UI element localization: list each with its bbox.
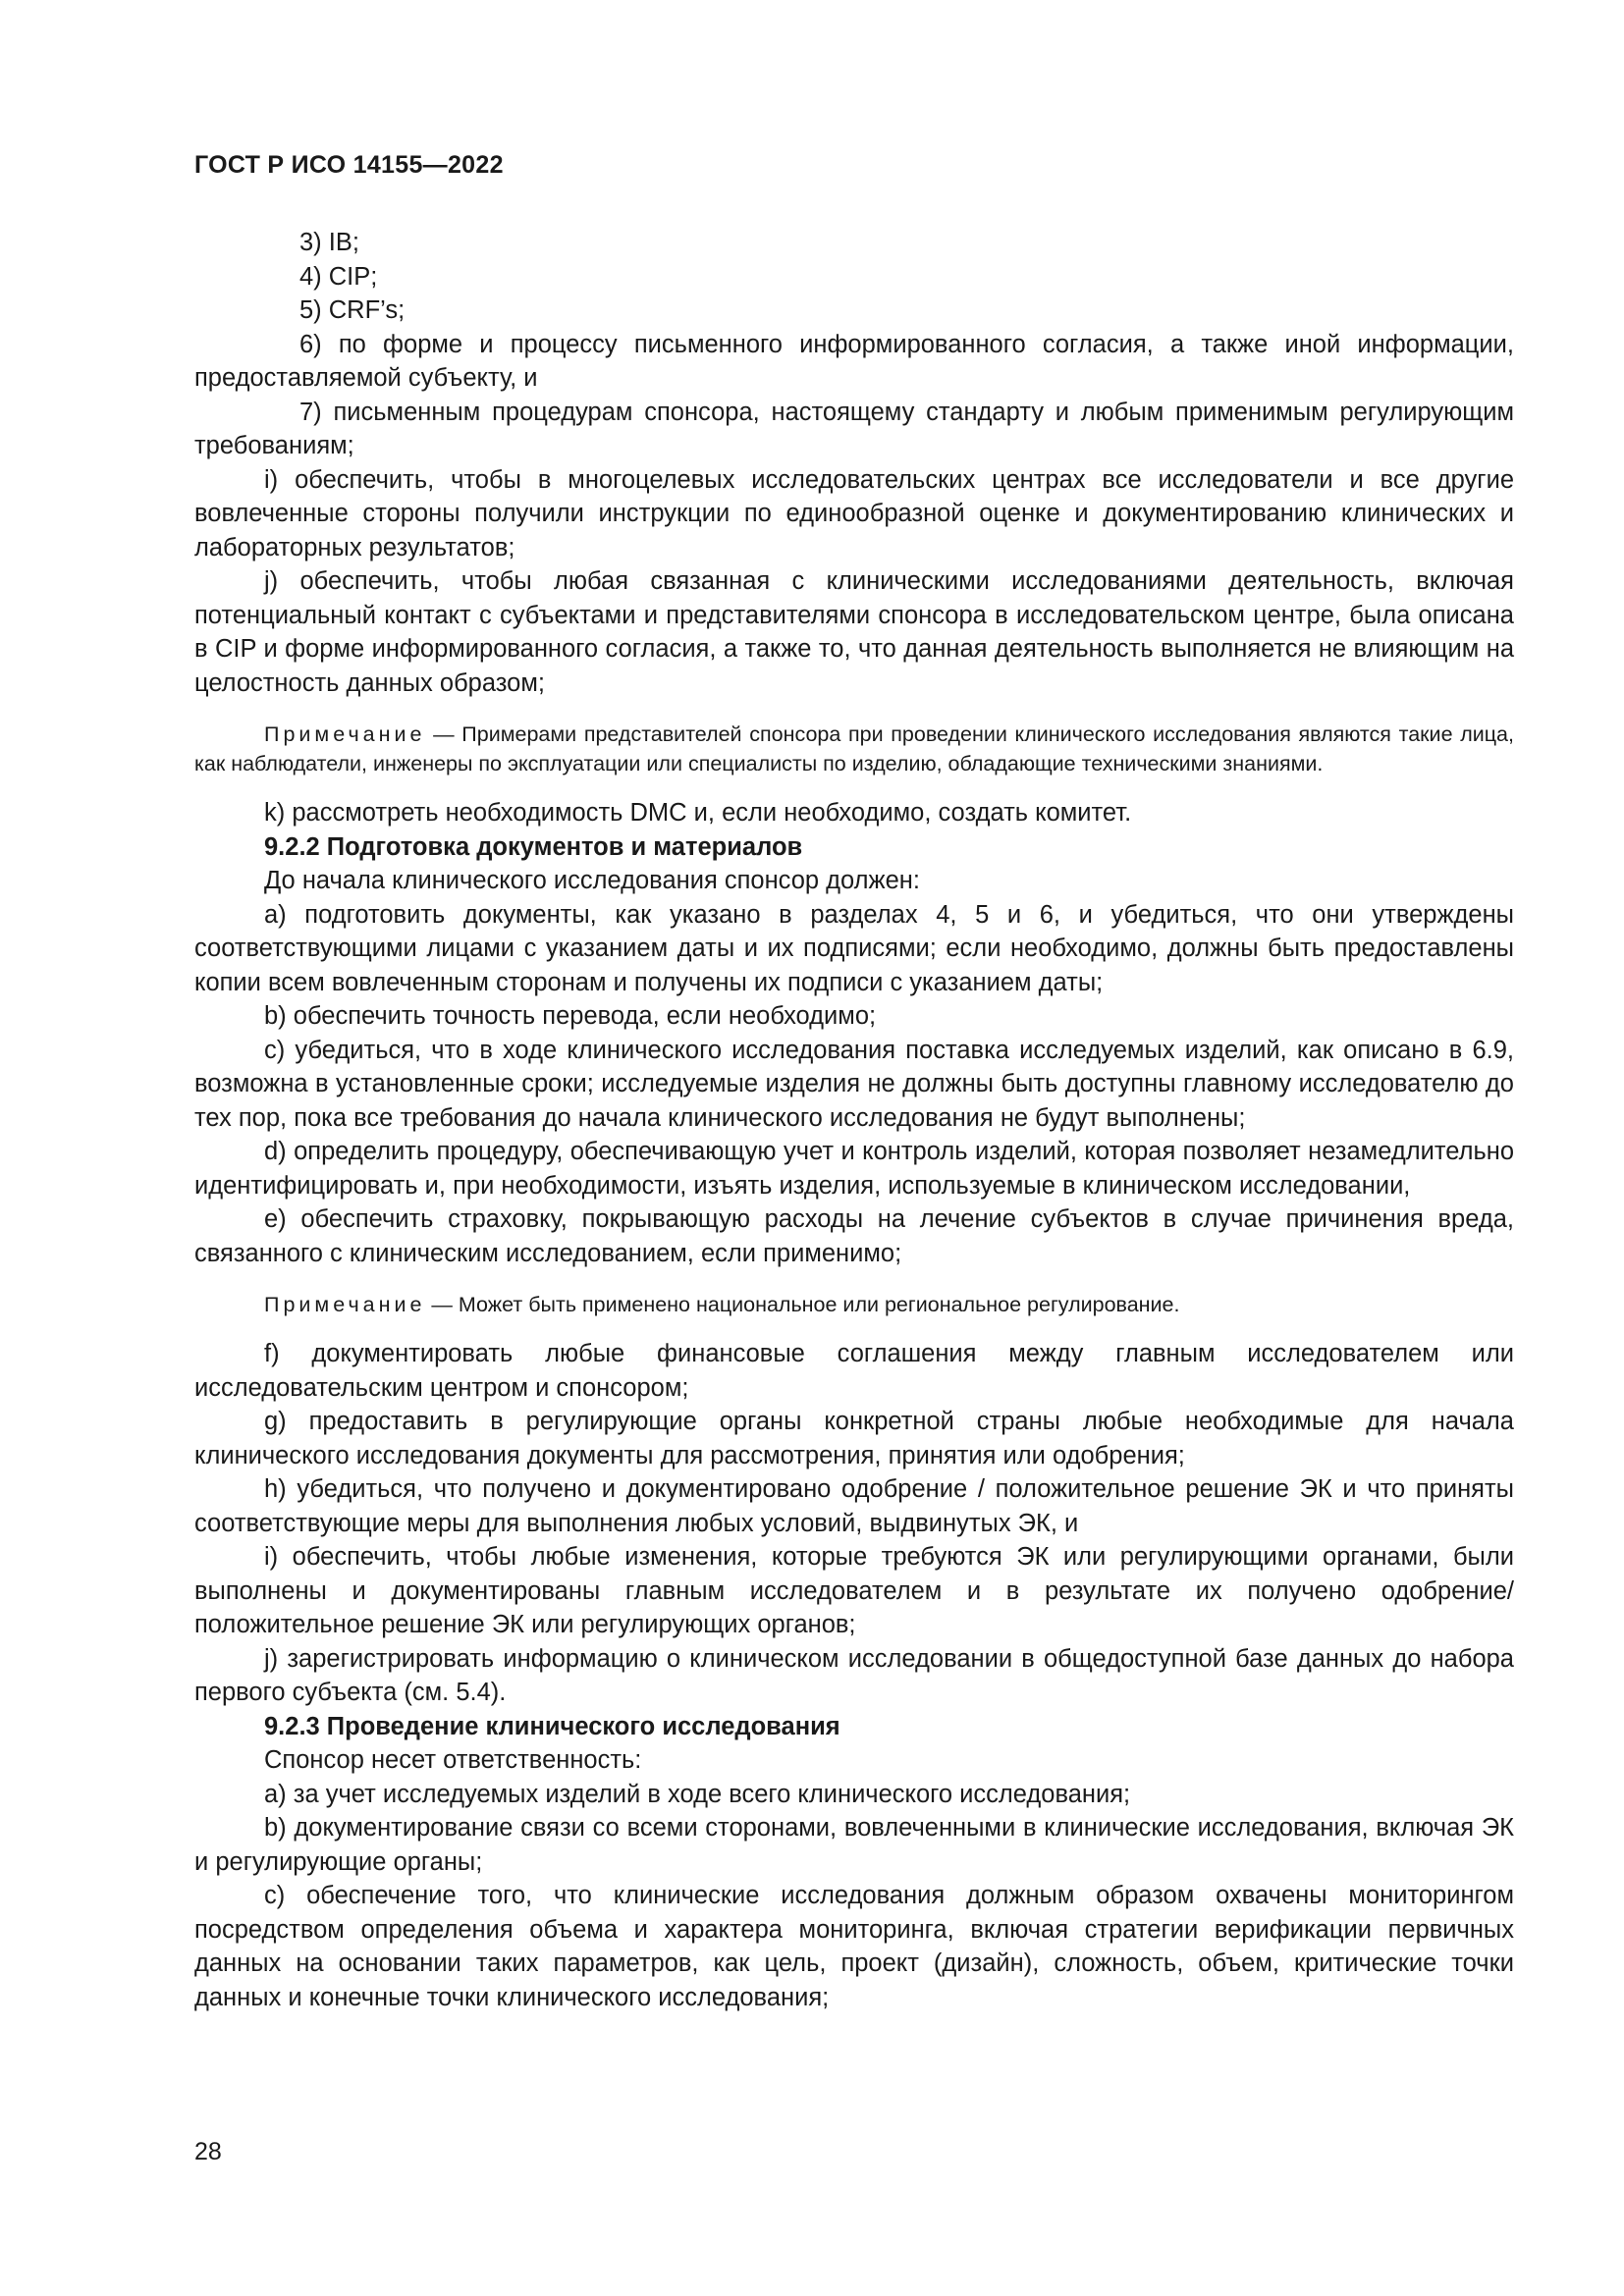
list-item: c) обеспечение того, что клинические исследования должным образом охвачены мониторингом посредством определения объема и характера мониторинга, включая стратегии верификации первичных данных на основании таких параметров, как цель, проект (дизайн), сложность, объем, критические точки данных и конечные точки клинического исследования; (194, 1882, 1514, 2011)
list-item: 6) по форме и процессу письменного информированного согласия, а также иной информации, предоставляемой субъекту, и (194, 330, 1514, 392)
list-item: 3) IB; (299, 229, 359, 256)
list-item: 5) CRF’s; (299, 296, 406, 324)
list-item: d) определить процедуру, обеспечивающую учет и контроль изделий, которая позволяет незамедлительно идентифицировать и, при необходимости, изъять изделия, используемые в клиническом исследовании, (194, 1138, 1514, 1200)
paragraph: До начала клинического исследования спонсор должен: (264, 867, 920, 894)
list-item: i) обеспечить, чтобы любые изменения, которые требуются ЭК или регулирующими органами, были выполнены и документированы главным исследователем и в результате их получено одобрение/ положительное решение ЭК или регулирующих органов; (194, 1543, 1514, 1638)
note (194, 720, 1514, 778)
document-body (194, 226, 1514, 2014)
note-label: Примечание (264, 722, 426, 746)
note-text: — Может быть применено национальное или региональное регулирование. (425, 1293, 1180, 1316)
paragraph: Спонсор несет ответственность: (264, 1746, 642, 1774)
list-item: b) обеспечить точность перевода, если необходимо; (264, 1002, 877, 1030)
list-item: k) рассмотреть необходимость DMC и, если необходимо, создать комитет. (264, 799, 1132, 827)
list-item: a) подготовить документы, как указано в разделах 4, 5 и 6, и убедиться, что они утверждены соответствующими лицами с указанием даты и их подписями; если необходимо, должны быть предоставлены копии всем вовлеченным сторонам и получены их подписи с указанием даты; (194, 900, 1514, 996)
list-item: g) предоставить в регулирующие органы конкретной страны любые необходимые для начала клинического исследования документы для рассмотрения, принятия или одобрения; (194, 1408, 1514, 1469)
section-heading: 9.2.3 Проведение клинического исследования (264, 1712, 840, 1740)
list-item: 4) CIP; (299, 262, 378, 291)
list-item: j) обеспечить, чтобы любая связанная с клиническими исследованиями деятельность, включая потенциальный контакт с субъектами и представителями спонсора в исследовательском центре, была описана в CIP и форме информированного согласия, а также то, что данная деятельность выполняется не влияющим на целостность данных образом; (194, 567, 1514, 697)
list-item: b) документирование связи со всеми сторонами, вовлеченными в клинические исследования, включая ЭК и регулирующие органы; (194, 1814, 1514, 1876)
list-item: j) зарегистрировать информацию о клиническом исследовании в общедоступной базе данных до набора первого субъекта (см. 5.4). (194, 1644, 1514, 1706)
list-item: f) документировать любые финансовые соглашения между главным исследователем или исследовательским центром и спонсором; (194, 1340, 1514, 1402)
note-label: Примечание (264, 1293, 426, 1316)
standard-header: ГОСТ Р ИСО 14155—2022 (194, 151, 504, 179)
list-item: e) обеспечить страховку, покрывающую расходы на лечение субъектов в случае причинения вреда, связанного с клиническим исследованием, если применимо; (194, 1205, 1514, 1267)
page-number: 28 (194, 2138, 222, 2165)
list-item: a) за учет исследуемых изделий в ходе всего клинического исследования; (264, 1780, 1131, 1808)
list-item: 7) письменным процедурам спонсора, настоящему стандарту и любым применимым регулирующим требованиям; (194, 398, 1514, 459)
list-item: h) убедиться, что получено и документировано одобрение / положительное решение ЭК и что приняты соответствующие меры для выполнения любых условий, выдвинутых ЭК, и (194, 1475, 1514, 1537)
section-heading: 9.2.2 Подготовка документов и материалов (264, 832, 803, 861)
note (194, 1290, 1514, 1319)
note-text: — Примерами представителей спонсора при проведении клинического исследования являются такие лица, как наблюдатели, инженеры по эксплуатации или специалисты по изделию, обладающие техническими знаниями. (194, 722, 1514, 775)
list-item: c) убедиться, что в ходе клинического исследования поставка исследуемых изделий, как описано в 6.9, возможна в установленные сроки; исследуемые изделия не должны быть доступны главному исследователю до тех пор, пока все требования до начала клинического исследования не будут выполнены; (194, 1036, 1514, 1132)
list-item: i) обеспечить, чтобы в многоцелевых исследовательских центрах все исследователи и все другие вовлеченные стороны получили инструкции по единообразной оценке и документированию клинических и лабораторных результатов; (194, 465, 1514, 561)
